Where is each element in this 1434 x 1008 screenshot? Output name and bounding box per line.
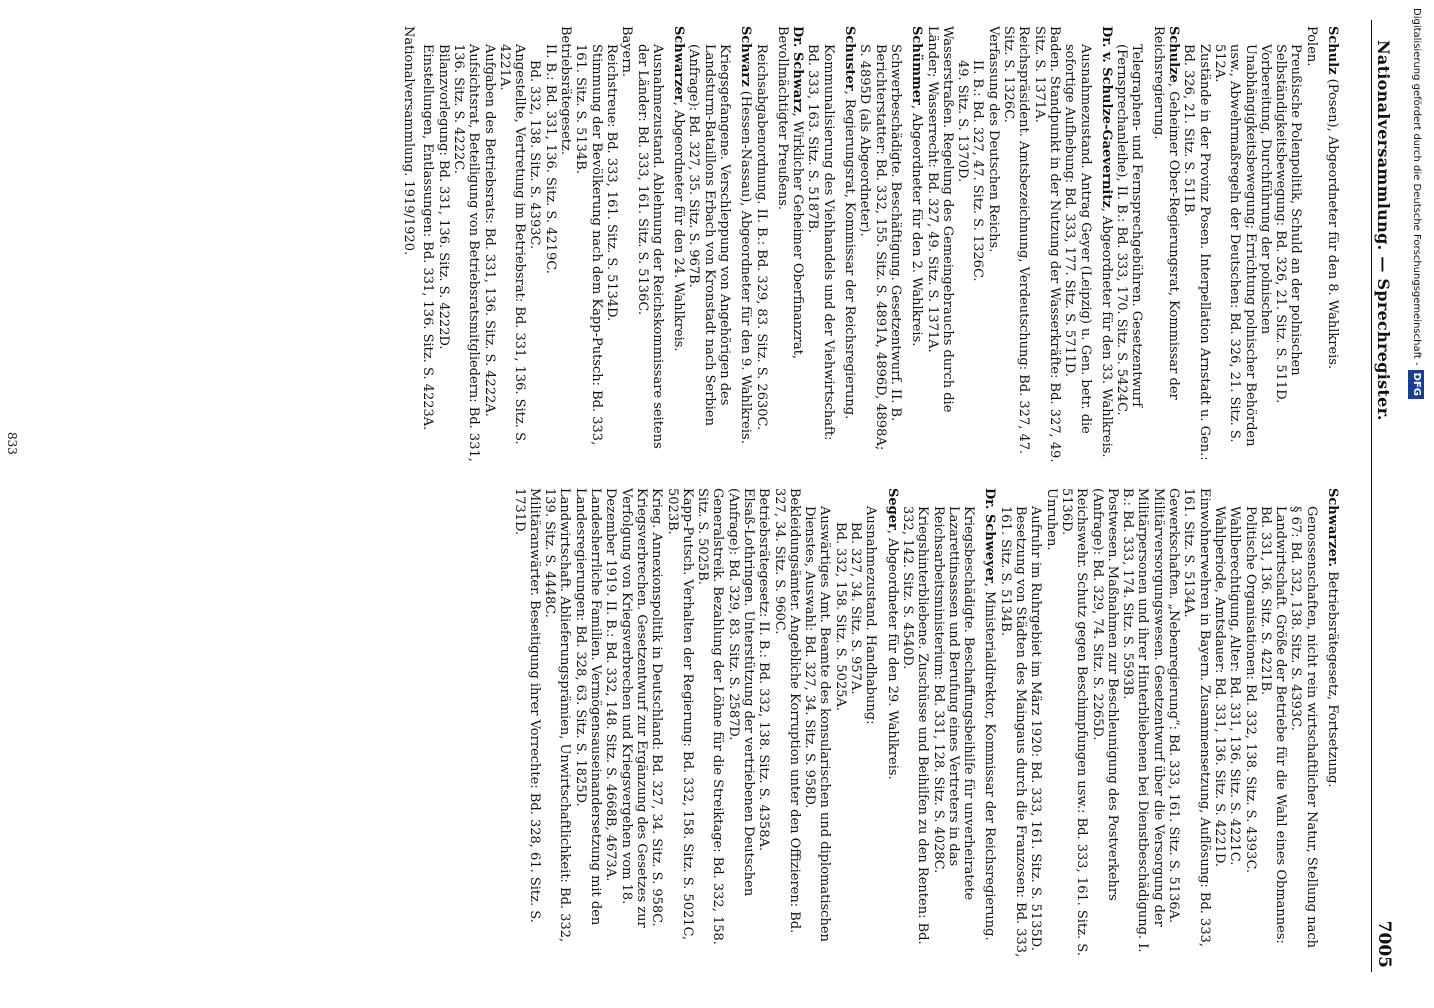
- running-title: Nationalversammlung. — Sprechregister.: [1374, 40, 1394, 421]
- register-entry: [1325, 26, 1340, 466]
- topic-line: Baden. Standpunkt in der Nutzung der Wasserkräfte: Bd. 327, 49. Sitz. S. 1371A.: [1031, 26, 1062, 463]
- subentry: Ausnahmezustand. Antrag Geyer (Leipzig) u. Gen. betr. die sofortige Aufhebung: Bd. 333, 177. Sitz. S. 5711D.: [1062, 44, 1093, 434]
- register-entry: [982, 488, 997, 958]
- topic-line: Gewerkschaften. „Nebenregierung“: Bd. 333, 161. Sitz. S. 5136A.: [1166, 488, 1182, 924]
- right-column: [22, 488, 1340, 958]
- subentry: Kriegsbeschädigte. Beschaffungsbeihilfe für unverheiratete Lazarettinsassen und Berufung eines Vertreters in das Reichsarbeitsministerium: Bd. 331, 128. Sitz. S. 4028C.: [930, 506, 977, 901]
- entry-description: Betriebsrätegesetz, Fortsetzung.: [1325, 567, 1340, 788]
- entry-lemma: Dr. Schwarz: [790, 26, 806, 113]
- register-page: [0, 2, 1412, 992]
- dfg-logo: DFG: [1408, 370, 1424, 399]
- topic-line: Krieg. Annexionspolitik in Deutschland: Bd. 327, 34. Sitz. S. 958C.: [649, 488, 665, 927]
- register-entry: [884, 488, 899, 958]
- subentry: Zustände in der Provinz Posen. Interpellation Arnstadt u. Gen.: Bd. 326, 21. Sitz. S. 511B.: [1181, 44, 1212, 461]
- subentry: Angestellte, Vertretung im Betriebsrat: Bd. 331, 136. Sitz. S. 4221A.: [496, 44, 528, 445]
- topic-line: Betriebsrätegesetz.: [558, 26, 574, 155]
- subentry: Einstellungen, Entlassungen: Bd. 331, 136. Sitz. S. 4223A.: [420, 44, 436, 431]
- page-number: 7005: [1374, 920, 1395, 968]
- register-entry: [842, 26, 857, 466]
- subentry: Aufruhr im Ruhrgebiet im März 1920: Bd. 333, 161. Sitz. S. 5135D.: [1028, 506, 1044, 951]
- topic-line: Militäranwärter. Beseitigung ihrer Vorrechte: Bd. 328, 61. Sitz. S. 1731D.: [511, 488, 542, 923]
- entry-description: (Hessen-Nassau), Abgeordneter für den 9. Wahlkreis.: [738, 86, 754, 444]
- entry-description: (Posen), Abgeordneter für den 8. Wahlkreis.: [1325, 74, 1340, 370]
- entry-description: , Abgeordneter für den 29. Wahlkreis.: [884, 529, 900, 780]
- subentry: II. B.: Bd. 331, 136. Sitz. S. 4219C.: [542, 44, 558, 274]
- topic-line: Einwohnerwehren in Bayern. Zusammensetzung, Auflösung: Bd. 333, 161. Sitz. S. 5134A.: [1181, 488, 1212, 947]
- subentry: Politische Organisationen: Bd. 332, 138. Sitz. S. 4393C.: [1242, 506, 1258, 874]
- entry-lemma: Schuster: [842, 26, 858, 91]
- entry-lemma: Dr. Schweyer: [982, 488, 998, 583]
- entry-lemma: Schümmer: [909, 26, 925, 105]
- topic-line: Kriegsverbrechen. Gesetzentwurf zur Ergänzung des Gesetzes zur Verfolgung von Kriegsverbrechen und Kriegsvergehen vom 18. Dezember 1919. II. B.: Bd. 332, 148. Sitz. S. 4668B, 4673A.: [603, 488, 649, 928]
- subentry: Reichstreue: Bd. 333, 161. Sitz. S. 5134D.: [603, 44, 619, 322]
- register-entry: [738, 26, 753, 466]
- topic-line: Landwirtschaft. Ablieferungsprämien, Unwirtschaftlichkeit: Bd. 332, 139. Sitz. S. 4448C.: [542, 488, 573, 943]
- topic-line: Landesherrliche Familien. Vermögensauseinandersetzung mit den Landesregierungen: Bd. 328, 63. Sitz. S. 1825D.: [572, 488, 604, 926]
- entry-lemma: Schulze: [1166, 26, 1182, 83]
- entry-lemma: Schwarz: [738, 26, 754, 87]
- subentry: Kriegsgefangene. Verschleppung von Angehörigen des Landsturm-Bataillons Erbach von Kronstadt nach Serbien (Anfrage): Bd. 327, 35. Sitz. S. 967B.: [686, 44, 733, 426]
- topic-line: Wasserstraßen. Regelung des Gemeingebrauchs durch die Länder; Wasserrecht: Bd. 327, 49. Sitz. S. 1371A.: [924, 26, 955, 413]
- entry-lemma: Schwarzer: [671, 26, 687, 102]
- subentry: Preußische Polenpolitik, Schuld an der polnischen Selbständigkeitsbewegung: Bd. 326, 21. Sitz. S. 511D.: [1273, 44, 1304, 404]
- topic-line: Generalstreik. Bezahlung der Löhne für die Streiktage: Bd. 332, 158. Sitz. S. 5025B.: [695, 488, 726, 945]
- subentry-continued: Bd. 332, 138. Sitz. S. 4393C.: [527, 60, 543, 250]
- subentry: Auswärtiges Amt. Beamte des konsularischen und diplomatischen Dienstes, Auswahl: Bd. 327, 34. Sitz. S. 958D.: [802, 506, 833, 942]
- subentry-continued: Bd. 332, 158. Sitz. S. 5025A.: [832, 522, 848, 712]
- footer-page-number: 833: [5, 432, 20, 455]
- page-header: [1371, 20, 1398, 972]
- subentry: Ausnahmezustand. Handhabung:: [863, 506, 879, 725]
- subentry: Genossenschaften, nicht rein wirtschaftlicher Natur, Stellung nach § 67: Bd. 332, 138. Sitz. S. 4393C.: [1288, 506, 1319, 948]
- subentry: Landwirtschaft. Größe der Betriebe für die Wahl eines Obmannes: Bd. 331, 136. Sitz. S. 4221B.: [1257, 506, 1289, 944]
- register-entry: [1099, 26, 1114, 466]
- digitization-note: [1406, 8, 1424, 1008]
- entry-description: , Wirklicher Geheimer Oberfinanzrat, Bevollmächtigter Preußens.: [774, 26, 806, 360]
- register-entry: [1325, 488, 1340, 958]
- digitization-text: Digitalisierung gefördert durch die Deutsche Forschungsgemeinschaft -: [1411, 8, 1422, 366]
- subentry: Schwerbeschädigte. Beschäftigung. Gesetzentwurf. II. B. Berichterstatter: Bd. 332, 155. Sitz. S. 4891A, 4896D, 4898A; S. 4895D (als Abgeordneter).: [857, 44, 903, 451]
- register-entry: [775, 26, 806, 466]
- entry-description: , Ministerialdirektor, Kommissar der Reichsregierung.: [982, 582, 998, 941]
- entry-lemma: Schwarzer.: [1325, 488, 1340, 568]
- subentry: Reichsabgabenordnung. II. B.: Bd. 329, 83. Sitz. S. 2630C.: [753, 44, 769, 431]
- topic-line: Unruhen.: [1043, 488, 1059, 551]
- subentry: Aufsichtsrat, Beteiligung von Betriebsratsmitgliedern: Bd. 331, 136. Sitz. S. 4222C.: [450, 44, 482, 462]
- register-entry: [671, 26, 686, 466]
- subentry: Kriegshinterbliebene. Zuschüsse und Beihilfen zu den Renten: Bd. 332, 142. Sitz. S. 4540D.: [899, 506, 931, 945]
- topic-line: Bayern.: [619, 26, 635, 78]
- topic-line: Polen.: [1303, 26, 1319, 67]
- subentry: Ausnahmezustand. Ablehnung der Reichskommissare seitens der Länder: Bd. 333, 161. Sitz. S. 5136C.: [634, 44, 665, 449]
- entry-description: , Abgeordneter für den 24. Wahlkreis.: [671, 101, 687, 352]
- subentry-continued: 49. Sitz. S. 1370D.: [955, 60, 971, 183]
- register-entry: [1150, 26, 1181, 466]
- entry-description: , Regierungsrat, Kommissar der Reichsregierung.: [842, 90, 858, 420]
- topic-line: Kapp-Putsch. Verhalten der Regierung: Bd. 332, 158. Sitz. S. 5021C, 5023B.: [664, 488, 695, 941]
- subentry-continued: Bd. 327, 34. Sitz. S. 957A.: [848, 522, 864, 695]
- topic-line: Reichswehr. Schutz gegen Beschimpfungen usw.: Bd. 333, 161. Sitz. S. 5136D.: [1058, 488, 1090, 956]
- subentry: Vorbereitung, Durchführung der polnischen Unabhängigkeitsbewegung; Errichtung polnischer Behörden usw., Abwehrmaßregeln der Deutschen: Bd. 326, 21. Sitz. S. 512A.: [1211, 44, 1273, 447]
- subentry: Stimmung der Bevölkerung nach dem Kapp-Putsch: Bd. 333, 161. Sitz. S. 5134B.: [573, 44, 604, 446]
- entry-lemma: Schulz: [1325, 26, 1340, 75]
- topic-line: Verfassung des Deutschen Reichs.: [985, 26, 1001, 253]
- entry-lemma: Seger: [884, 488, 900, 530]
- entry-description: , Abgeordneter für den 2. Wahlkreis.: [909, 104, 925, 347]
- register-entry: [909, 26, 924, 466]
- column-footer: Nationalversammlung. 1919/1920.: [401, 26, 417, 256]
- topic-line: Reichspräsident. Amtsbezeichnung, Verdeutschung: Bd. 327, 47. Sitz. S. 1326C.: [1001, 26, 1032, 455]
- topic-line: Postwesen. Maßnahmen zur Beschleunigung des Postverkehrs (Anfrage): Bd. 329, 74. Sitz. S. 2265D.: [1089, 488, 1120, 901]
- entry-description: , Geheimer Ober-Regierungsrat, Kommissar der Reichsregierung.: [1150, 26, 1182, 400]
- left-column: [22, 26, 1340, 466]
- subentry-continued: II. B.: Bd. 327, 47. Sitz. S. 1326C.: [970, 60, 986, 282]
- topic-line: Militärversorgungswesen. Gesetzentwurf über die Versorgung der Militärpersonen und ihrer Hinterbliebenen bei Dienstbeschädigung. I. B.: Bd. 333, 174. Sitz. S. 5593B.: [1120, 488, 1166, 953]
- subentry: Wahlperiode, Amtsdauer: Bd. 331, 136. Sitz. S. 4221D.: [1211, 506, 1227, 868]
- entry-description: , Abgeordneter für den 33. Wahlkreis.: [1098, 207, 1114, 458]
- entry-lemma: Dr. v. Schulze-Gaevernitz: [1098, 26, 1114, 208]
- subentry: Kommunalisierung des Viehhandels und der Viehwirtschaft: Bd. 333, 163. Sitz. S. 5187B.: [805, 44, 836, 441]
- topic-line: Bekleidungsämter. Angebliche Korruption unter den Offizieren: Bd. 327, 34. Sitz. S. 960C.: [771, 488, 802, 934]
- subentry: Bilanzvorlegung: Bd. 331, 136. Sitz. S. 4222D.: [435, 44, 451, 350]
- subentry: Telegraphen- und Fernsprechgebühren. Gesetzentwurf (Fernsprechanleihe), II. B.: Bd. 333, 170. Sitz. S. 5424C.: [1114, 44, 1145, 416]
- topic-line: Betriebsrätegesetz: II. B.: Bd. 332, 138. Sitz. S. 4358A.: [756, 488, 772, 852]
- subentry: Besetzung von Städten des Maingaus durch die Franzosen: Bd. 333, 161. Sitz. S. 5134B.: [997, 506, 1029, 958]
- subentry: Wahlberechtigung, Alter: Bd. 331, 136. Sitz. S. 4221C.: [1227, 506, 1243, 866]
- topic-line: Elsaß-Lothringen. Unterstützung der vertriebenen Deutschen (Anfrage): Bd. 329, 83. Sitz. S. 2587D.: [725, 488, 757, 897]
- subentry: Aufgaben des Betriebsrats: Bd. 331, 136. Sitz. S. 4222A.: [481, 44, 497, 417]
